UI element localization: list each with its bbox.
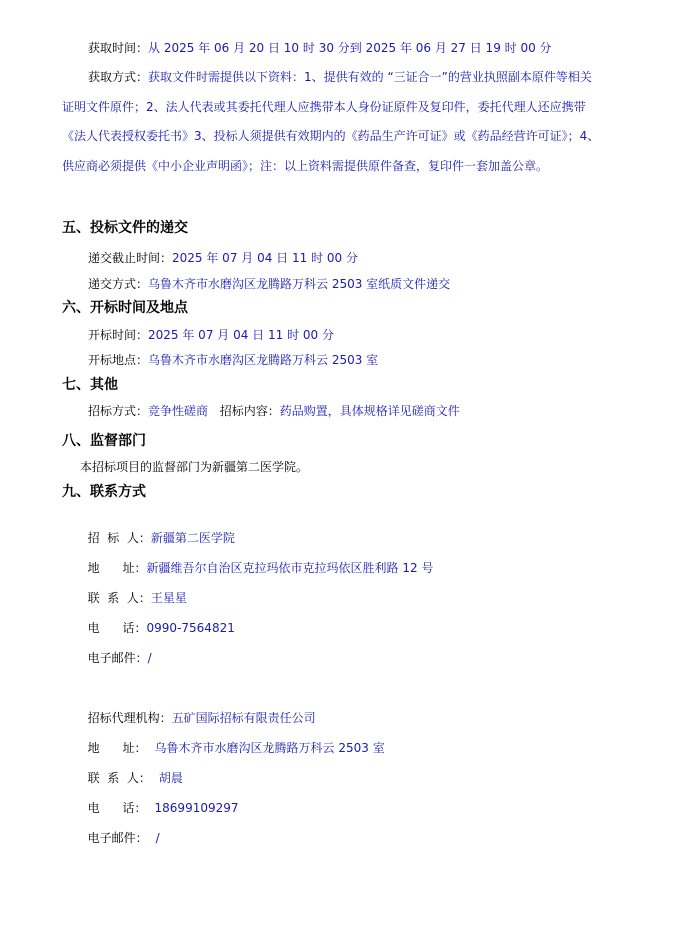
agency-name-label: 招标代理机构： — [87, 711, 172, 725]
agency-email-label: 电子邮件： — [87, 831, 148, 845]
agency-phone-row — [80, 784, 239, 816]
tenderer-contact-row — [80, 574, 187, 606]
tenderer-address-value: 新疆维吾尔自治区克拉玛依市克拉玛依区胜利路 12 号 — [146, 561, 434, 575]
submit-method-value: 乌鲁木齐市水磨沟区龙腾路万科云 2503 室纸质文件递交 — [148, 277, 451, 291]
agency-contact-row — [80, 754, 183, 786]
submit-method-row — [88, 276, 450, 292]
tenderer-name-value: 新疆第二医学院 — [150, 531, 235, 545]
agency-address-label: 地 址： — [87, 741, 147, 755]
agency-email-value[interactable]: / — [155, 831, 160, 845]
section7-heading: 七、其他 — [62, 377, 118, 393]
acquire-time-value: 从 2025 年 06 月 20 日 10 时 30 分到 2025 年 06 月 27 日 19 时 00 分 — [148, 41, 552, 55]
agency-email-row — [80, 814, 160, 846]
section5-heading: 五、投标文件的递交 — [62, 220, 188, 236]
submit-deadline-row — [88, 250, 358, 266]
tenderer-email-value[interactable]: / — [147, 651, 152, 665]
submit-method-label: 递交方式： — [88, 277, 149, 291]
agency-address-row — [80, 724, 385, 756]
tenderer-email-label: 电子邮件： — [87, 651, 148, 665]
opening-place-label: 开标地点： — [88, 353, 149, 367]
section6-heading: 六、开标时间及地点 — [62, 300, 188, 316]
acquire-method-paragraph — [62, 63, 602, 181]
agency-phone-value: 18699109297 — [154, 801, 239, 815]
tenderer-phone-value: 0990-7564821 — [146, 621, 235, 635]
opening-time-row — [88, 327, 334, 343]
acquire-time-label: 获取时间： — [88, 41, 149, 55]
tenderer-contact-label: 联 系 人： — [87, 591, 151, 605]
tenderer-phone-row — [80, 604, 235, 636]
opening-time-value: 2025 年 07 月 04 日 11 时 00 分 — [148, 328, 334, 342]
submit-deadline-value: 2025 年 07 月 04 日 11 时 00 分 — [172, 251, 358, 265]
tenderer-email-row — [80, 634, 152, 666]
acquire-method-value: 获取文件时需提供以下资料：1、提供有效的 “三证合一”的营业执照副本原件等相关证明文件原件；2、法人代表或其委托代理人应携带本人身份证原件及复印件，委托代理人还应携带《法人代表授权委托书》3、投标人须提供有效期内的《药品生产许可证》或《药品经营许可证》；4、供应商必须提供《中小企业声明函》；注：以上资料需提供原件备查，复印件一套加盖公章。 — [62, 70, 600, 173]
tender-method-value: 竞争性磋商 — [148, 404, 209, 418]
opening-place-row — [88, 352, 378, 368]
tenderer-name-row — [80, 514, 235, 546]
tenderer-phone-label: 电 话： — [87, 621, 147, 635]
acquire-time-row — [88, 40, 552, 56]
agency-name-value: 五矿国际招标有限责任公司 — [171, 711, 316, 725]
agency-contact-label: 联 系 人： — [87, 771, 151, 785]
tender-content-value: 药品购置，具体规格详见磋商文件 — [279, 404, 460, 418]
tenderer-contact-value: 王星星 — [150, 591, 187, 605]
acquire-method-label: 获取方式： — [88, 70, 149, 84]
section9-heading: 九、联系方式 — [62, 484, 146, 500]
section8-heading: 八、监督部门 — [62, 433, 146, 449]
tenderer-address-label: 地 址： — [87, 561, 147, 575]
agency-name-row — [80, 694, 316, 726]
submit-deadline-label: 递交截止时间： — [88, 251, 173, 265]
agency-address-value: 乌鲁木齐市水磨沟区龙腾路万科云 2503 室 — [154, 741, 385, 755]
tenderer-name-label: 招 标 人： — [87, 531, 151, 545]
tender-content-label: 招标内容： — [219, 404, 280, 418]
opening-time-label: 开标时间： — [88, 328, 149, 342]
tender-method-label: 招标方式： — [88, 404, 149, 418]
agency-phone-label: 电 话： — [87, 801, 147, 815]
opening-place-value: 乌鲁木齐市水磨沟区龙腾路万科云 2503 室 — [148, 353, 379, 367]
agency-contact-value: 胡晨 — [158, 771, 183, 785]
tenderer-address-row — [80, 544, 433, 576]
tender-info-row — [88, 403, 460, 419]
supervision-text: 本招标项目的监督部门为新疆第二医学院。 — [80, 460, 309, 474]
